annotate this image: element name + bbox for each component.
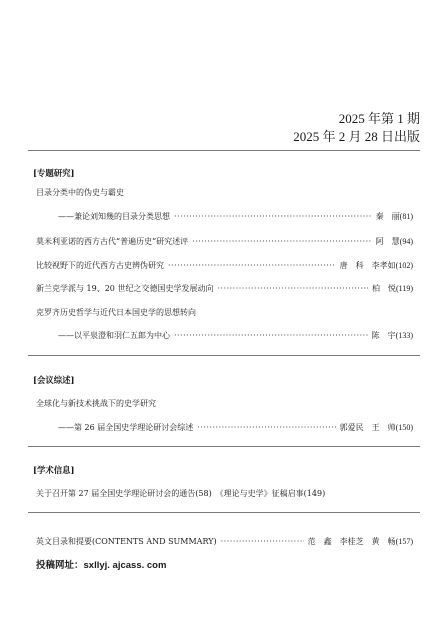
section-heading-conference-review: [会议综述]: [33, 375, 75, 385]
entry-title: ——兼论刘知幾的目录分类思想: [58, 212, 170, 221]
toc-entry: 全球化与新技术挑战下的史学研究: [36, 399, 156, 408]
toc-entry: [58, 211, 413, 222]
leader-dots: [197, 423, 335, 432]
entry-author: 秦 丽: [375, 212, 400, 221]
entry-page: (119): [395, 284, 413, 293]
section-rule: [28, 355, 420, 356]
toc-entry-english: [36, 536, 413, 547]
entry-title: 比较视野下的近代西方古史辨伪研究: [36, 261, 164, 270]
entry-title: 莫米利亚诺的西方古代“普遍历史”研究述评: [36, 237, 189, 246]
leader-dots: [174, 212, 372, 221]
entry-title: 新兰克学派与 19、20 世纪之交德国史学发展动向: [36, 284, 214, 293]
entry-title: ——以平泉澄和羽仁五郎为中心: [58, 331, 170, 340]
entry-page: (102): [395, 261, 413, 270]
entry-title: ——第 26 届全国史学理论研讨会综述: [58, 423, 194, 432]
issue-line-1: 2025 年第 1 期: [338, 111, 420, 126]
toc-entry: [36, 283, 413, 294]
entry-author: 范 鑫 李桂芝 黄 畅: [307, 537, 396, 546]
toc-entry: 目录分类中的伪史与霸史: [36, 188, 124, 197]
toc-entry: [58, 330, 413, 341]
leader-dots: [168, 261, 336, 270]
toc-entry: [58, 422, 413, 433]
entry-author: 柏 悦: [371, 284, 396, 293]
entry-page: (150): [395, 423, 413, 432]
toc-entry: 克罗齐历史哲学与近代日本国史学的思想转向: [36, 308, 196, 317]
leader-dots: [221, 537, 304, 546]
leader-dots: [192, 237, 371, 246]
entry-author: 郭爱民 王 帅: [339, 423, 396, 432]
leader-dots: [174, 331, 368, 340]
top-rule: [28, 150, 420, 151]
toc-entry: [36, 260, 413, 271]
entry-page: (157): [395, 537, 413, 546]
entry-title: 英文目录和提要(CONTENTS AND SUMMARY): [36, 537, 217, 546]
issue-line-2: 2025 年 2 月 28 日出版: [293, 129, 420, 144]
submission-url: 投稿网址：sxllyj. ajcass. com: [36, 560, 167, 571]
section-heading-academic-info: [学术信息]: [33, 465, 75, 475]
entry-author: 陈 宇: [371, 331, 396, 340]
entry-page: (133): [395, 331, 413, 340]
entry-author: 阿 慧: [375, 237, 400, 246]
entry-page: (94): [399, 237, 413, 246]
toc-entry: 关于召开第 27 届全国史学理论研讨会的通告(58) 《理论与史学》征稿启事(149): [36, 489, 326, 498]
entry-author: 唐 科 李孝如: [339, 261, 396, 270]
leader-dots: [217, 284, 368, 293]
section-rule: [28, 446, 420, 447]
entry-page: (81): [399, 212, 413, 221]
section-rule: [28, 512, 420, 513]
section-heading-special-research: [专题研究]: [33, 168, 75, 178]
toc-entry: [36, 236, 413, 247]
